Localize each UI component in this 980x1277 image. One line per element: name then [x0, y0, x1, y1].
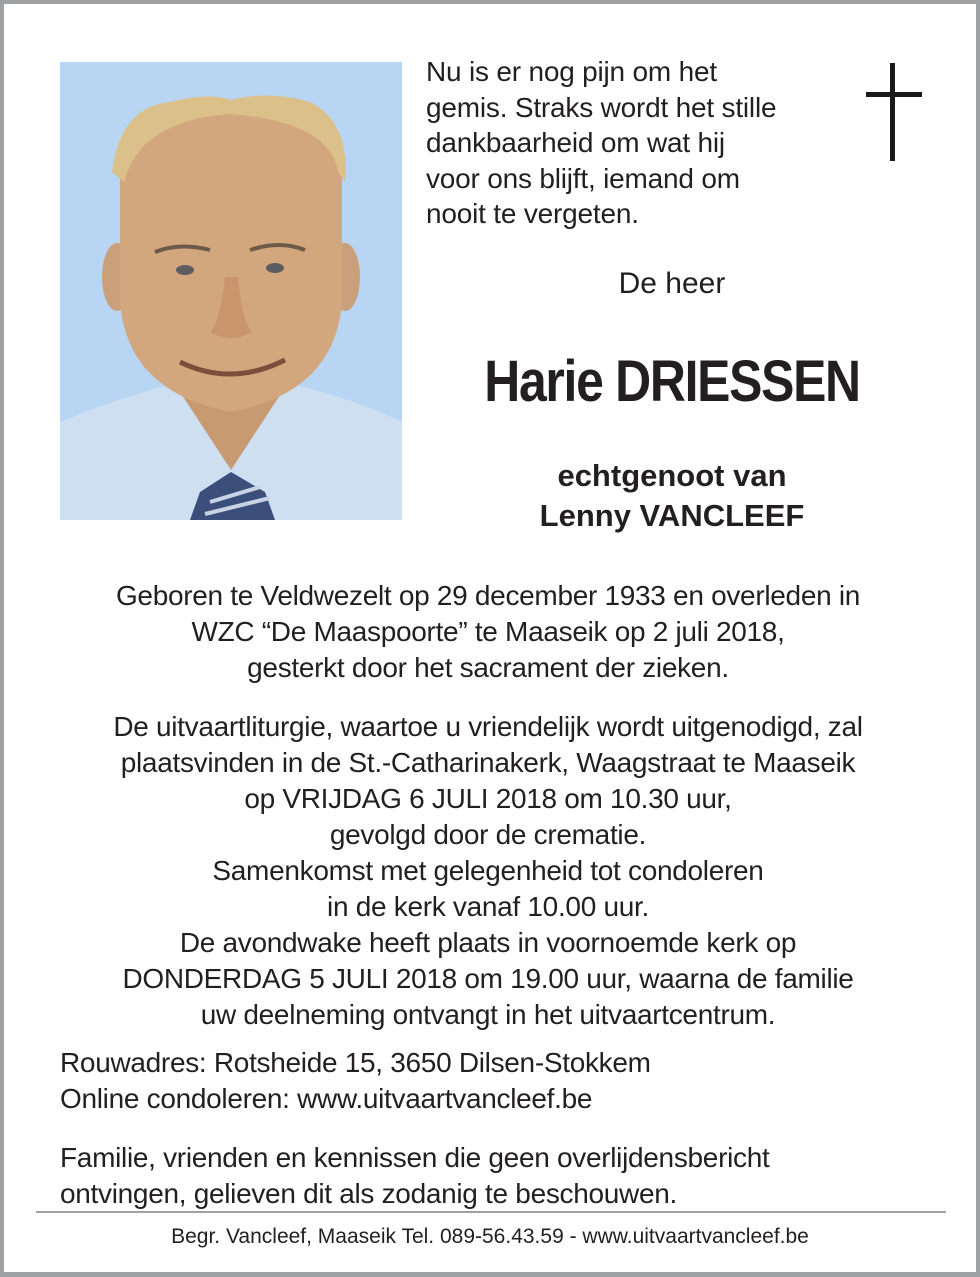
latin-cross-icon [866, 63, 922, 161]
text-line: uw deelneming ontvangt in het uitvaartcentrum. [200, 999, 776, 1030]
poem-line: nooit te vergeten. [426, 198, 639, 229]
cross-vertical-bar [890, 63, 895, 161]
poem-line: dankbaarheid om wat hij [426, 127, 725, 158]
text-line: De uitvaartliturgie, waartoe u vriendelijk wordt uitgenodigd, zal [113, 711, 863, 742]
text-line: Familie, vrienden en kennissen die geen overlijdensbericht [60, 1142, 770, 1173]
text-line: in de kerk vanaf 10.00 uur. [327, 891, 649, 922]
text-line: gesterkt door het sacrament der zieken. [247, 652, 729, 683]
text-line: WZC “De Maaspoorte” te Maaseik op 2 juli 2018, [191, 616, 785, 647]
relation-label: echtgenoot van [557, 458, 787, 493]
salutation: De heer [618, 267, 726, 300]
text-line: De avondwake heeft plaats in voornoemde kerk op [179, 927, 797, 958]
online-condolences: Online condoleren: www.uitvaartvancleef.be [60, 1083, 593, 1114]
text-line: Geboren te Veldwezelt op 29 december 1933 en overleden in [115, 580, 861, 611]
text-line: ontvingen, gelieven dit als zodanig te beschouwen. [60, 1178, 677, 1209]
birth-death-paragraph [34, 578, 942, 686]
text-line: op VRIJDAG 6 JULI 2018 om 10.30 uur, [244, 783, 732, 814]
spouse-block [424, 456, 920, 536]
funeral-paragraph [34, 709, 942, 1033]
text-line: DONDERDAG 5 JULI 2018 om 19.00 uur, waarna de familie [122, 963, 854, 994]
portrait-photo [60, 62, 402, 520]
footer-divider [36, 1211, 946, 1213]
text-line: gevolgd door de crematie. [329, 819, 647, 850]
spouse-name: Lenny VANCLEEF [539, 498, 805, 533]
memorial-poem [426, 54, 846, 232]
deceased-name: Harie DRIESSEN [484, 349, 860, 414]
text-line: plaatsvinden in de St.-Catharinakerk, Waagstraat te Maaseik [120, 747, 856, 778]
cross-horizontal-bar [866, 92, 922, 97]
poem-line: gemis. Straks wordt het stille [426, 91, 777, 123]
portrait-image [60, 62, 402, 520]
poem-line: voor ons blijft, iemand om [426, 162, 740, 194]
funeral-home-footer: Begr. Vancleef, Maaseik Tel. 089-56.43.59 - www.uitvaartvancleef.be [171, 1225, 809, 1248]
poem-line: Nu is er nog pijn om het [426, 56, 717, 87]
contact-block [60, 1045, 940, 1117]
mourning-address: Rouwadres: Rotsheide 15, 3650 Dilsen-Stokkem [60, 1047, 651, 1078]
notice-paragraph [60, 1140, 940, 1212]
text-line: Samenkomst met gelegenheid tot condoleren [212, 855, 764, 886]
obituary-card [4, 4, 976, 1272]
